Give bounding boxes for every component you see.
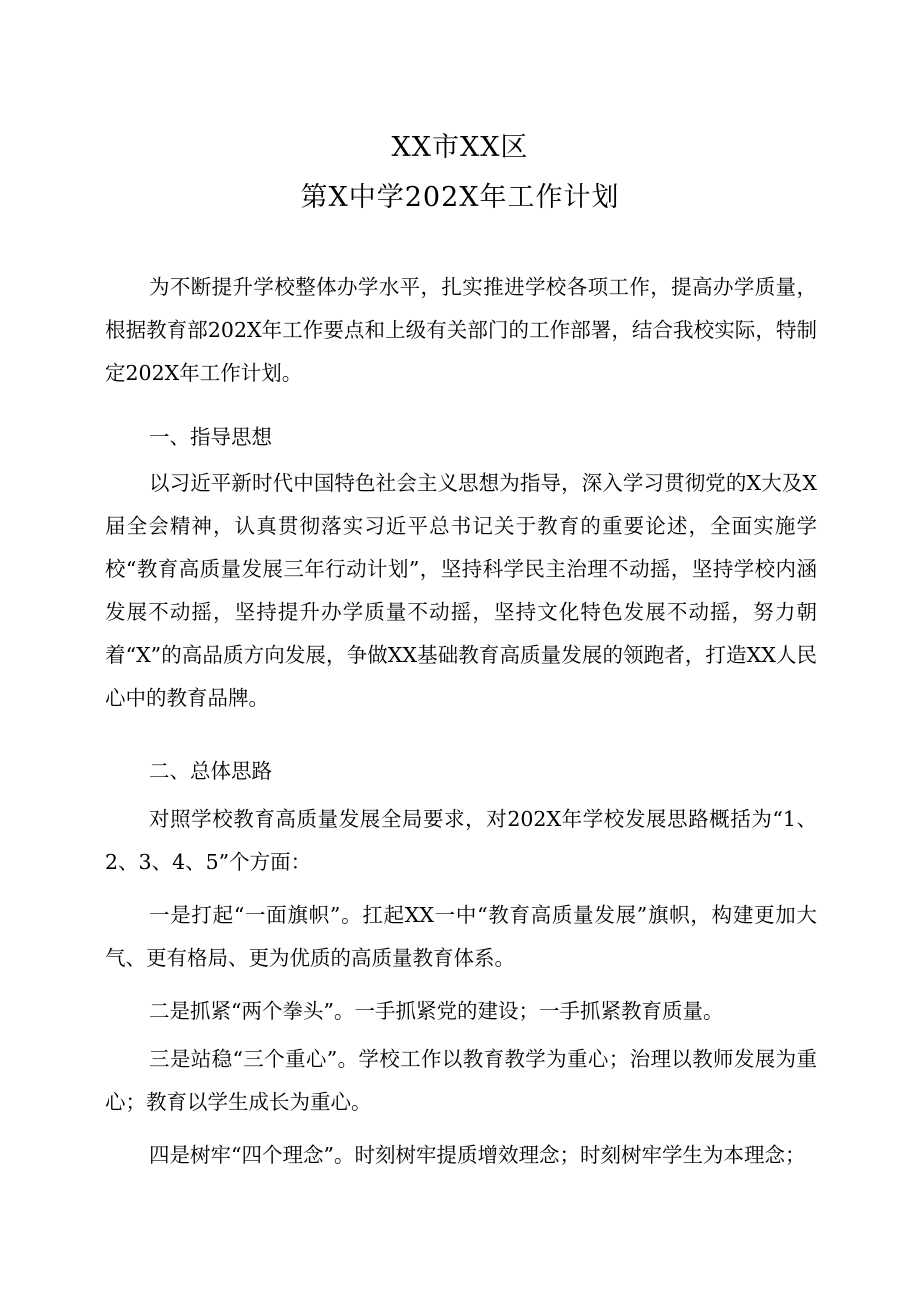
list-item-point4: 四是树牢“四个理念”。时刻树牢提质增效理念；时刻树牢学生为本理念； [149,1143,806,1167]
list-item-point1: 一是打起“一面旗帜”。扛起XX一中“教育高质量发展”旗帜，构建更加大气、更有格局、更为优质的高质量教育体系。 [105,903,817,970]
title-line2-text: 第X中学202X年工作计划 [300,182,620,213]
list-item-point3: 三是站稳“三个重心”。学校工作以教育教学为重心；治理以教师发展为重心；教育以学生成长为重心。 [105,1047,817,1114]
document-title-line2 [0,180,920,216]
intro-paragraph: 为不断提升学校整体办学水平，扎实推进学校各项工作，提高办学质量，根据教育部202X年工作要点和上级有关部门的工作部署，结合我校实际，特制定202X年工作计划。 [105,275,817,385]
section-heading-guiding-ideology: 一、指导思想 [149,425,272,449]
section-paragraph-guiding-ideology: 以习近平新时代中国特色社会主义思想为指导，深入学习贯彻党的X大及X届全会精神，认真贯彻落实习近平总书记关于教育的重要论述，全面实施学校“教育高质量发展三年行动计划”，坚持科学民主治理不动摇，坚持学校内涵发展不动摇，坚持提升办学质量不动摇，坚持文化特色发展不动摇，努力朝着“X”的高品质方向发展，争做XX基础教育高质量发展的领跑者，打造XX人民心中的教育品牌。 [105,471,817,710]
section-paragraph-overall-approach: 对照学校教育高质量发展全局要求，对202X年学校发展思路概括为“1、2、3、4、5”个方面： [105,807,817,874]
section-heading-overall-approach: 二、总体思路 [149,759,272,783]
document-title-line1 [0,130,920,166]
list-item-point2: 二是抓紧“两个拳头”。一手抓紧党的建设；一手抓紧教育质量。 [149,999,724,1023]
title-line1-text: XX市XX区 [391,132,529,163]
